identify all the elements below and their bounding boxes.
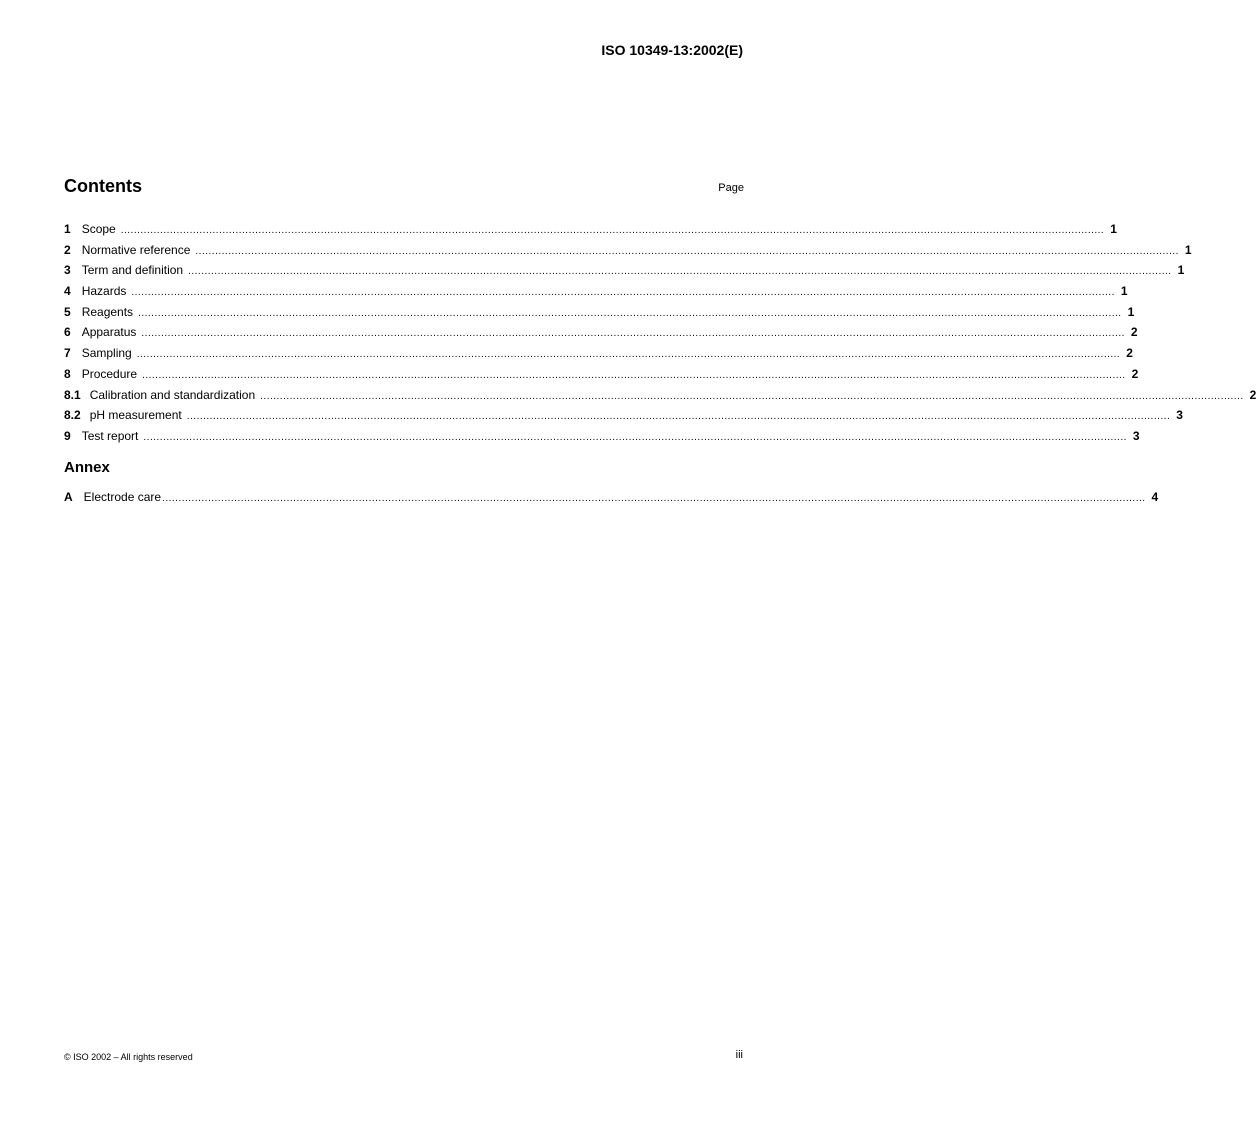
annex-entry-title: Electrode care — [83, 490, 162, 504]
annex-entry-a[interactable] — [64, 487, 1159, 508]
toc-entry-page: 1 — [1110, 222, 1117, 236]
toc-entry-number: 8.1 — [64, 387, 81, 402]
toc-entry-number: 4 — [64, 284, 71, 299]
toc-entry-title: Calibration and standardization — [89, 387, 256, 402]
toc-entry-title: Reagents — [81, 304, 134, 319]
dot-leader: ............................................................................................................................................................................................................................................................................................................ — [195, 245, 1179, 257]
toc-entry-5[interactable] — [64, 302, 1135, 323]
toc-entry-title: Normative reference — [81, 242, 191, 257]
dot-leader: ............................................................................................................................................................................................................................................................................................................ — [188, 266, 1172, 278]
toc-entry-1[interactable] — [64, 219, 1117, 240]
toc-entry-number: 1 — [64, 222, 71, 236]
toc-entry-8-1[interactable] — [64, 385, 1256, 406]
toc-entry-title: Hazards — [81, 284, 127, 299]
copyright-notice: © ISO 2002 – All rights reserved — [64, 1052, 193, 1062]
page-column-label: Page — [718, 182, 744, 194]
toc-entry-title: Apparatus — [81, 325, 137, 340]
annex-entry-page: 4 — [1151, 490, 1159, 504]
toc-entry-2[interactable] — [64, 240, 1192, 261]
toc-entry-number: 9 — [64, 428, 71, 443]
dot-leader: ............................................................................................................................................................................................................................................................................................................ — [141, 328, 1125, 340]
annex-list — [64, 487, 1159, 508]
table-of-contents — [64, 219, 1256, 447]
toc-entry-9[interactable] — [64, 426, 1140, 447]
dot-leader: ............................................................................................................................................................................................................................................................................................................ — [143, 431, 1127, 443]
dot-leader: ............................................................................................................................................................................................................................................................................................................ — [120, 225, 1105, 236]
toc-entry-8-2[interactable] — [64, 405, 1183, 426]
dot-leader: ............................................................................................................................................................................................................................................................................................................ — [162, 493, 1146, 504]
toc-entry-page: 3 — [1176, 408, 1183, 423]
toc-entry-3[interactable] — [64, 260, 1185, 281]
toc-entry-4[interactable] — [64, 281, 1128, 302]
dot-leader: ............................................................................................................................................................................................................................................................................................................ — [260, 390, 1244, 402]
dot-leader: ............................................................................................................................................................................................................................................................................................................ — [136, 349, 1121, 361]
toc-entry-page: 3 — [1132, 428, 1140, 443]
annex-entry-letter: A — [64, 490, 73, 504]
toc-entry-title: Test report — [81, 428, 139, 443]
toc-entry-number: 5 — [64, 304, 71, 319]
toc-entry-page: 1 — [1127, 304, 1135, 319]
toc-entry-title: pH measurement — [89, 408, 182, 423]
contents-heading: Contents — [64, 176, 142, 196]
toc-entry-number: 8.2 — [64, 408, 81, 423]
toc-entry-number: 2 — [64, 242, 71, 257]
toc-entry-page: 2 — [1126, 346, 1133, 361]
toc-entry-page: 2 — [1130, 325, 1138, 340]
toc-entry-title: Term and definition — [81, 263, 184, 278]
toc-entry-6[interactable] — [64, 322, 1138, 343]
toc-entry-number: 6 — [64, 325, 71, 340]
dot-leader: ............................................................................................................................................................................................................................................................................................................ — [131, 287, 1115, 299]
page-number: iii — [735, 1049, 743, 1061]
toc-entry-page: 1 — [1120, 284, 1128, 299]
dot-leader: ............................................................................................................................................................................................................................................................................................................ — [142, 369, 1126, 381]
toc-entry-title: Procedure — [81, 366, 138, 381]
toc-entry-number: 8 — [64, 366, 71, 381]
toc-entry-number: 3 — [64, 263, 71, 278]
toc-entry-7[interactable] — [64, 343, 1133, 364]
toc-entry-page: 1 — [1177, 263, 1185, 278]
dot-leader: ............................................................................................................................................................................................................................................................................................................ — [138, 307, 1122, 319]
toc-entry-title: Sampling — [81, 346, 132, 361]
toc-entry-8[interactable] — [64, 364, 1139, 385]
dot-leader: ............................................................................................................................................................................................................................................................................................................ — [186, 411, 1171, 423]
toc-entry-page: 2 — [1131, 366, 1139, 381]
toc-entry-page: 1 — [1184, 242, 1192, 257]
toc-entry-page: 2 — [1249, 387, 1256, 402]
document-id: ISO 10349-13:2002(E) — [601, 42, 743, 58]
toc-entry-number: 7 — [64, 346, 71, 361]
annex-heading: Annex — [64, 459, 110, 476]
toc-entry-title: Scope — [81, 222, 116, 236]
